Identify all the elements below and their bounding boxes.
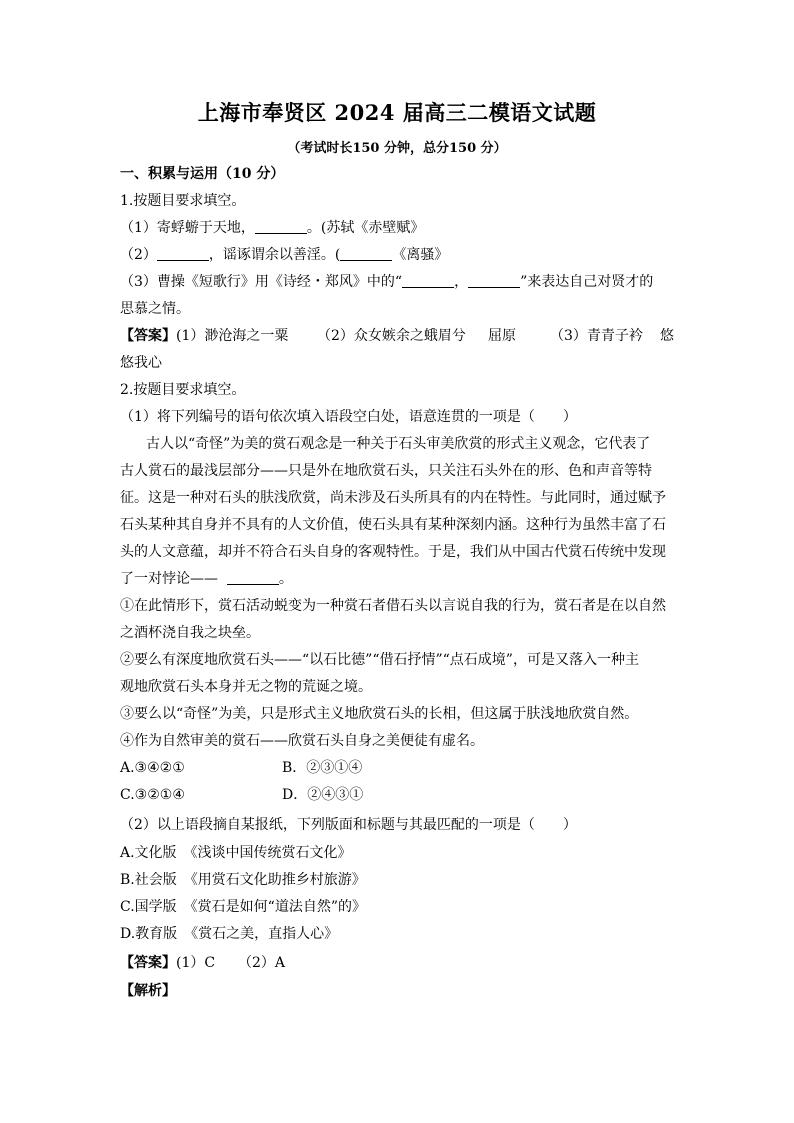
question-2-sub-1: （1）将下列编号的语句依次填入语段空白处，语意连贯的一项是（ ） (120, 409, 577, 425)
statement-item: 之酒杯浇自我之块垒。 (120, 625, 260, 641)
answer-1: (1）C (176, 955, 216, 971)
question-1-part-1 (120, 218, 680, 238)
q1-p2-text-a: （2） (120, 247, 157, 263)
option-row (120, 785, 680, 805)
option-c: C.③②①④ (120, 787, 185, 803)
option-row (120, 758, 680, 778)
option-b: B．②③①④ (282, 760, 363, 776)
statement-item: ③要么以“奇怪”为美，只是形式主义地欣赏石头的长相，但这属于肤浅地欣赏自然。 (120, 706, 639, 722)
q1-p2-text-b: ，谣诼谓余以善淫。( (208, 247, 341, 263)
blank-line (340, 246, 392, 261)
section-heading: 一、积累与运用（10 分） (120, 166, 285, 182)
answer-1: (1）渺沧海之一粟 (176, 328, 289, 344)
question-1-part-3-cont: 思慕之情。 (120, 301, 190, 317)
q1-p3-text-c: ”来表达自己对贤才的 (520, 274, 654, 290)
passage-line-last (120, 569, 680, 589)
passage-end: 。 (278, 571, 293, 587)
answer-5: 悠 (660, 328, 674, 344)
q1-p3-text-a: （3）曹操《短歌行》用《诗经・郑风》中的“ (120, 274, 403, 290)
option-d: D．②④③① (282, 787, 364, 803)
passage-line: 古人以“奇怪”为美的赏石观念是一种关于石头审美欣赏的形式主义观念，它代表了 (146, 436, 651, 452)
question-1-answer (120, 326, 680, 346)
answer-2: （2）A (238, 955, 286, 971)
question-1-answer-cont: 悠我心 (120, 355, 162, 371)
blank-line (255, 219, 307, 234)
question-1-part-3 (120, 272, 680, 292)
option-a: A.③④②① (120, 760, 185, 776)
choice-item: C.国学版 《赏石是如何“道法自然”的》 (120, 899, 366, 915)
passage-line: 石头某种其自身并不具有的人文价值，使石头具有某种深刻内涵。这种行为虽然丰富了石 (120, 517, 666, 533)
question-1-intro: 1.按题目要求填空。 (120, 193, 246, 209)
passage-line: 头的人文意蕴，却并不符合石头自身的客观特性。于是，我们从中国古代赏石传统中发现 (120, 544, 666, 560)
statement-item: ①在此情形下，赏石活动蜕变为一种赏石者借石头以言说自我的行为，赏石者是在以自然 (120, 598, 666, 614)
choice-item: D.教育版 《赏石之美，直指人心》 (120, 926, 339, 942)
question-2-answer (120, 953, 680, 973)
blank-line (227, 570, 279, 585)
exam-info: （考试时长150 分钟，总分150 分） (287, 141, 507, 156)
blank-line (468, 273, 520, 288)
answer-3: 屈原 (488, 328, 516, 344)
passage-last-text: 了一对悖论—— (120, 571, 218, 587)
q1-p3-text-b: ， (454, 274, 469, 290)
analysis-label: 【解析】 (120, 983, 176, 999)
answer-2: （2）众女嫉余之蛾眉兮 (317, 328, 466, 344)
q1-p2-text-c: 《离骚》 (392, 247, 449, 263)
answer-label: 【答案】 (120, 955, 176, 971)
answer-label: 【答案】 (120, 328, 176, 344)
statement-item: ④作为自然审美的赏石——欣赏石头自身之美便徒有虚名。 (120, 733, 484, 749)
q1-p1-text-b: 。(苏轼《赤壁赋》 (306, 220, 425, 236)
page-title: 上海市奉贤区 2024 届高三二模语文试题 (197, 100, 597, 125)
choice-item: B.社会版 《用赏石文化助推乡村旅游》 (120, 872, 366, 888)
question-2-intro: 2.按题目要求填空。 (120, 382, 246, 398)
question-2-sub-2: （2）以上语段摘自某报纸，下列版面和标题与其最匹配的一项是（ ） (120, 817, 577, 833)
blank-line (402, 273, 454, 288)
statement-item: ②要么有深度地欣赏石头——“以石比德”“借石抒情”“点石成境”，可是又落入一种主 (120, 652, 639, 668)
q1-p1-text-a: （1）寄蜉蝣于天地， (120, 220, 255, 236)
statement-item: 观地欣赏石头本身并无之物的荒诞之境。 (120, 679, 372, 695)
blank-line (157, 246, 209, 261)
passage-line: 征。这是一种对石头的肤浅欣赏，尚未涉及石头所具有的内在特性。与此同时，通过赋予 (120, 490, 666, 506)
choice-item: A.文化版 《浅谈中国传统赏石文化》 (120, 845, 352, 861)
passage-line: 古人赏石的最浅层部分——只是外在地欣赏石头，只关注石头外在的形、色和声音等特 (120, 463, 652, 479)
question-1-part-2 (120, 245, 680, 265)
answer-4: （3）青青子衿 (550, 328, 643, 344)
